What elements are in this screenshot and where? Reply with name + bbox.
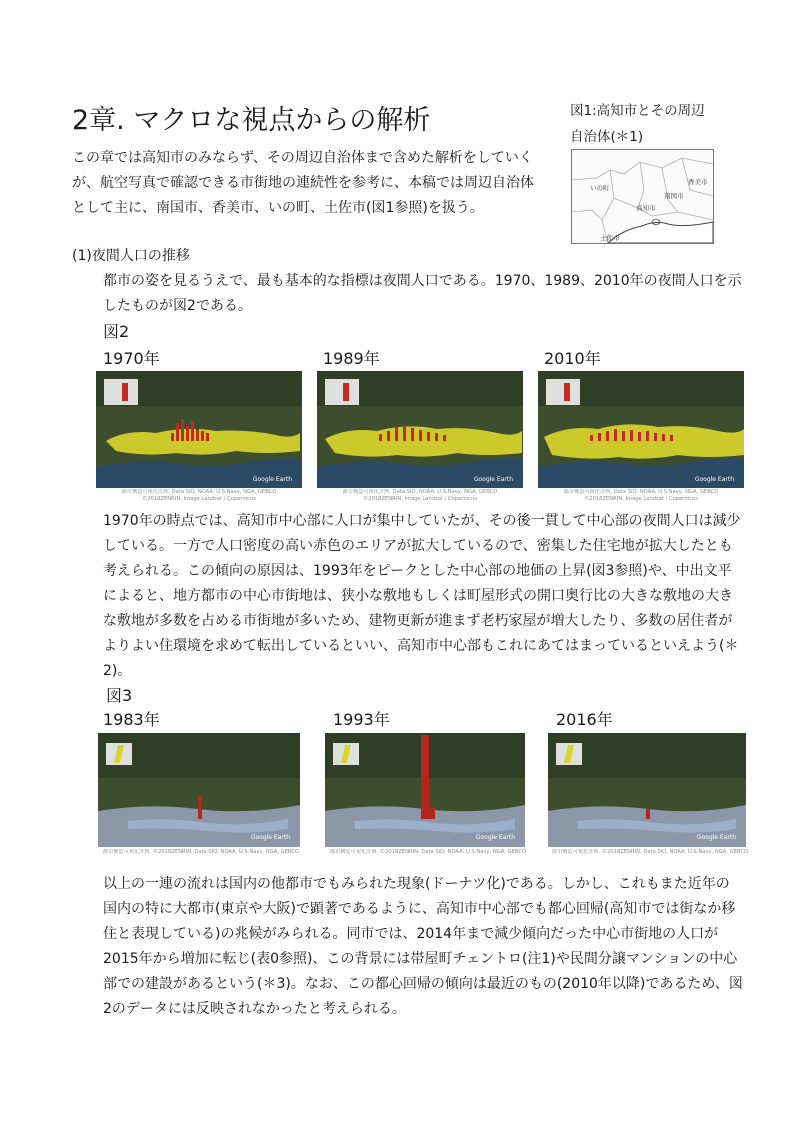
figure-3-credit-1993: 都市構造可視化計画, ©2018ZENRIN, Data SIO, NOAA, U.S.Navy, NGA, GEBCO <box>329 849 527 855</box>
figure-3-credit-1983: 都市構造可視化計画, ©2018ZENRIN, Data SIO, NOAA, U.S.Navy, NGA, GEBCO <box>102 849 300 855</box>
figure-2-credit-2010 <box>538 489 744 503</box>
figure-2-label: 図2 <box>103 322 130 341</box>
google-earth-watermark: Google Earth <box>250 834 290 841</box>
body-paragraph-3: 以上の一連の流れは国内の他都市でもみられた現象(ドーナツ化)である。しかし、これもまた近年の国内の特に大都市(東京や大阪)で顕著であるように、高知市中心部でも都心回帰(高知市では街なか移住と表現している)の兆候がみられる。同市では、2014年まで減少傾向だった中心市街地の人口が2015年から増加に転じ(表0参照)、この背景には帯屋町チェントロ(注1)や民間分譲マンションの中心部での建設があるという(＊3)。なお、この都心回帰の傾向は最近のもの(2010年以降)であるため、図2のデータには反映されなかったと考えられる。 <box>103 876 743 1017</box>
population-map-2010-graphic <box>538 371 744 488</box>
figure-2-map-1970 <box>96 371 302 488</box>
figure-2-year-1989: 1989年 <box>323 349 380 368</box>
figure-1-caption-line-2: 自治体(＊1) <box>570 129 644 145</box>
map-label-ino: いの町 <box>590 184 610 192</box>
population-map-1970-graphic <box>96 371 302 488</box>
body-paragraph-2: 1970年の時点では、高知市中心部に人口が集中していたが、その後一貫して中心部の夜間人口は減少している。一方で人口密度の高い赤色のエリアが拡大しているので、密集した住宅地が拡大したとも考えられる。この傾向の原因は、1993年をピークとした中心部の地価の上昇(図3参照)や、中出文平によると、地方都市の中心市街地は、狭小な敷地もしくは町屋形式の開口奥行比の大きな敷地の大きな敷地が多数を占める市街地が多いため、建物更新が進まず老朽家屋が増大したり、多数の居住者がよりよい住環境を求めて転出しているといい、高知市中心部もこれにあてはまっているといえよう(＊2)。 <box>103 513 741 679</box>
land-price-map-1993-graphic <box>325 733 525 847</box>
figure-2-year-2010: 2010年 <box>544 349 601 368</box>
section-1-heading: (1)夜間人口の推移 <box>72 248 190 264</box>
google-earth-watermark: Google Earth <box>252 476 292 483</box>
credit-line-1: 都市構造可視化計画, Data SIO, NOAA, U.S.Navy, NGA, GEBCO <box>121 489 277 495</box>
google-earth-watermark: Google Earth <box>696 834 736 841</box>
page-title: 2章. マクロな視点からの解析 <box>72 105 431 136</box>
figure-3-year-1993: 1993年 <box>333 710 390 729</box>
section-1-text: 都市の姿を見るうえで、最も基本的な指標は夜間人口である。1970、1989、2010年の夜間人口を示したものが図2である。 <box>103 273 742 314</box>
figure-2-credit-1970 <box>96 489 302 503</box>
figure-3-map-1983 <box>98 733 300 847</box>
figure-2-map-2010 <box>538 371 744 488</box>
google-earth-watermark: Google Earth <box>473 476 513 483</box>
credit-line-1: 都市構造可視化計画, Data SIO, NOAA, U.S.Navy, NGA, GEBCO <box>563 489 719 495</box>
figure-3-label: 図3 <box>106 686 133 705</box>
figure-1-caption-line-1: 図1:高知市とその周辺 <box>570 103 705 119</box>
municipality-map-graphic <box>572 150 713 243</box>
map-label-kami: 香美市 <box>688 178 708 186</box>
figure-3-credit-2016: 都市構造可視化計画, ©2018ZENRIN, Data SIO, NOAA, U.S.Navy, NGA, GEBCO <box>551 849 749 855</box>
figure-3-map-2016 <box>548 733 746 847</box>
map-label-kochi: 高知市 <box>636 204 656 212</box>
figure-2-map-1989 <box>317 371 523 488</box>
figure-3-year-1983: 1983年 <box>103 710 160 729</box>
figure-1-map <box>571 149 714 244</box>
land-price-map-2016-graphic <box>548 733 746 847</box>
population-map-1989-graphic <box>317 371 523 488</box>
figure-3-year-2016: 2016年 <box>556 710 613 729</box>
credit-line-2: ©2018ZENRIN, Image Landsat / Copernicus <box>584 496 698 502</box>
intro-paragraph: この章では高知市のみならず、その周辺自治体まで含めた解析をしていくが、航空写真で確認できる市街地の連続性を参考に、本稿では周辺自治体として主に、南国市、香美市、いの町、土佐市(図1参照)を扱う。 <box>72 150 534 216</box>
credit-line-1: 都市構造可視化計画, Data SIO, NOAA, U.S.Navy, NGA, GEBCO <box>342 489 498 495</box>
map-label-tosa: 土佐市 <box>600 234 620 242</box>
google-earth-watermark: Google Earth <box>475 834 515 841</box>
google-earth-watermark: Google Earth <box>694 476 734 483</box>
credit-line-2: ©2018ZENRIN, Image Landsat / Copernicus <box>142 496 256 502</box>
map-label-nankoku: 南国市 <box>664 192 684 200</box>
credit-line-2: ©2018ZENRIN, Image Landsat / Copernicus <box>363 496 477 502</box>
figure-2-credit-1989 <box>317 489 523 503</box>
figure-1-caption <box>570 98 730 150</box>
land-price-map-1983-graphic <box>98 733 300 847</box>
figure-2-year-1970: 1970年 <box>103 349 160 368</box>
figure-3-map-1993 <box>325 733 525 847</box>
